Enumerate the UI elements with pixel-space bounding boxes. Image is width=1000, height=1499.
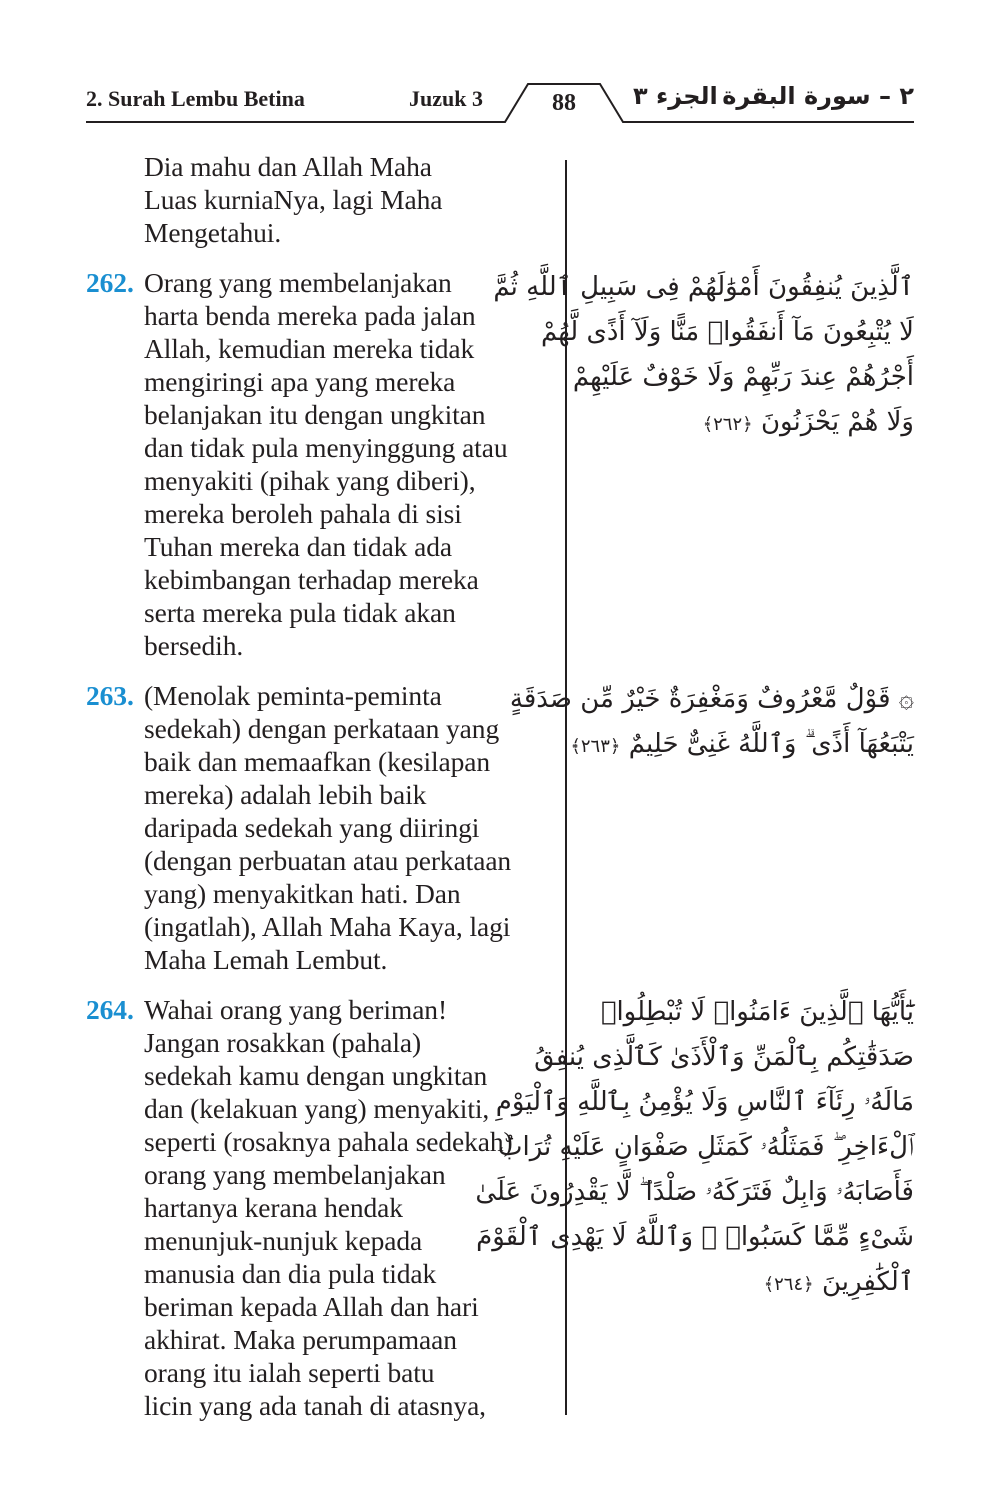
verse-number: 262.	[86, 267, 134, 298]
verse-end-marker: ﴿٢٦٢﴾	[702, 414, 753, 435]
text-line: Mengetahui.	[144, 217, 282, 248]
text-line: belanjakan itu dengan ungkitan	[144, 399, 486, 430]
arabic-line: شَىْءٍ مِّمَّا كَسَبُوا۟ ۗ وَٱللَّهُ لَا يَهْدِى ٱلْقَوْمَ	[476, 1222, 914, 1252]
text-line: Dia mahu dan Allah Maha	[144, 151, 432, 182]
text-line: beriman kepada Allah dan hari	[144, 1291, 479, 1322]
verse-262	[86, 266, 556, 662]
text-line: menunjuk-nunjuk kepada	[144, 1225, 423, 1256]
arabic-line: صَدَقَٰتِكُم بِٱلْمَنِّ وَٱلْأَذَىٰ كَٱلَّذِى يُنفِقُ	[534, 1042, 914, 1072]
text-line: licin yang ada tanah di atasnya,	[144, 1390, 486, 1421]
text-line: (ingatlah), Allah Maha Kaya, lagi	[144, 911, 511, 942]
page-header	[0, 0, 1000, 130]
text-line: dan (kelakuan yang) menyakiti,	[144, 1093, 490, 1124]
text-line: serta mereka pula tidak akan	[144, 597, 456, 628]
text-line: kebimbangan terhadap mereka	[144, 564, 479, 595]
arabic-line: فَأَصَابَهُۥ وَابِلٌ فَتَرَكَهُۥ صَلْدًا ۖ لَّا يَقْدِرُونَ عَلَىٰ	[475, 1177, 914, 1207]
verse-263	[86, 679, 556, 976]
continuation-text	[144, 150, 556, 249]
arabic-line	[570, 722, 914, 767]
text-line: menyakiti (pihak yang diberi),	[144, 465, 476, 496]
arabic-line	[584, 400, 914, 445]
text-line: Wahai orang yang beriman!	[144, 994, 448, 1025]
arabic-text: ٱلْكَٰفِرِينَ	[821, 1267, 914, 1297]
text-line: (Menolak peminta-peminta	[144, 680, 442, 711]
arabic-line: ٱلْءَاخِرِ ۖ فَمَثَلُهُۥ كَمَثَلِ صَفْوَانٍ عَلَيْهِ تُرَابٌ	[498, 1132, 914, 1162]
verse-end-marker: ﴿٢٦٤﴾	[763, 1274, 814, 1295]
arabic-verse-263	[509, 677, 914, 767]
text-line: bersedih.	[144, 630, 244, 661]
arabic-text: وَلَا هُمْ يَحْزَنُونَ	[760, 407, 914, 437]
text-line: yang) menyakitkan hati. Dan	[144, 878, 461, 909]
text-line: sedekah kamu dengan ungkitan	[144, 1060, 488, 1091]
verse-translation	[144, 266, 556, 662]
arabic-line: لَا يُتْبِعُونَ مَآ أَنفَقُوا۟ مَنًّا وَلَآ أَذًى لَّهُمْ	[541, 317, 914, 347]
text-line: mereka beroleh pahala di sisi	[144, 498, 462, 529]
surah-title-arabic: ٢ – سورة البقرة	[722, 82, 914, 110]
arabic-text: يَتْبَعُهَآ أَذًى ۗ وَٱللَّهُ غَنِىٌّ حَلِيمٌ	[628, 729, 914, 759]
text-line: seperti (rosaknya pahala sedekah)	[144, 1126, 513, 1157]
arabic-line: ۞ قَوْلٌ مَّعْرُوفٌ وَمَغْفِرَةٌ خَيْرٌ مِّن صَدَقَةٍ	[509, 684, 914, 714]
juz-arabic: الجزء ٣	[633, 82, 718, 110]
text-line: Tuhan mereka dan tidak ada	[144, 531, 452, 562]
juzuk-label: Juzuk 3	[409, 86, 483, 111]
text-line: akhirat. Maka perumpamaan	[144, 1324, 457, 1355]
verse-end-number: ٢٦٢	[713, 414, 743, 435]
text-line: orang yang membelanjakan	[144, 1159, 446, 1190]
verse-number: 263.	[86, 680, 134, 711]
verse-end-number: ٢٦٤	[774, 1274, 804, 1295]
text-line: harta benda mereka pada jalan	[144, 300, 476, 331]
arabic-line: يَٰٓأَيُّهَا ٱلَّذِينَ ءَامَنُوا۟ لَا تُبْطِلُوا۟	[600, 997, 914, 1027]
arabic-line: ٱلَّذِينَ يُنفِقُونَ أَمْوَٰلَهُمْ فِى سَبِيلِ ٱللَّهِ ثُمَّ	[493, 272, 914, 302]
text-line: mereka) adalah lebih baik	[144, 779, 427, 810]
arabic-line	[584, 1260, 914, 1305]
text-line: mengiringi apa yang mereka	[144, 366, 456, 397]
text-line: Luas kurniaNya, lagi Maha	[144, 184, 443, 215]
text-line: dan tidak pula menyinggung atau	[144, 432, 508, 463]
text-line: hartanya kerana hendak	[144, 1192, 403, 1223]
arabic-line: أَجْرُهُمْ عِندَ رَبِّهِمْ وَلَا خَوْفٌ عَلَيْهِمْ	[572, 362, 914, 392]
arabic-verse-264	[475, 990, 914, 1305]
text-line: Orang yang membelanjakan	[144, 267, 452, 298]
text-line: (dengan perbuatan atau perkataan	[144, 845, 512, 876]
page-number: 88	[552, 90, 576, 116]
text-line: Jangan rosakkan (pahala)	[144, 1027, 422, 1058]
text-line: daripada sedekah yang diiringi	[144, 812, 480, 843]
verse-number: 264.	[86, 994, 134, 1025]
arabic-verse-262	[493, 265, 914, 445]
text-line: baik dan memaafkan (kesilapan	[144, 746, 491, 777]
verse-translation	[144, 679, 556, 976]
surah-title-latin: 2. Surah Lembu Betina	[86, 86, 305, 111]
verse-end-marker: ﴿٢٦٣﴾	[570, 736, 621, 757]
text-line: sedekah) dengan perkataan yang	[144, 713, 500, 744]
text-line: manusia dan dia pula tidak	[144, 1258, 437, 1289]
text-line: Allah, kemudian mereka tidak	[144, 333, 475, 364]
text-line: Maha Lemah Lembut.	[144, 944, 388, 975]
text-line: orang itu ialah seperti batu	[144, 1357, 435, 1388]
arabic-line: مَالَهُۥ رِئَآءَ ٱلنَّاسِ وَلَا يُؤْمِنُ بِٱللَّهِ وَٱلْيَوْمِ	[495, 1087, 914, 1117]
verse-end-number: ٢٦٣	[580, 736, 610, 757]
